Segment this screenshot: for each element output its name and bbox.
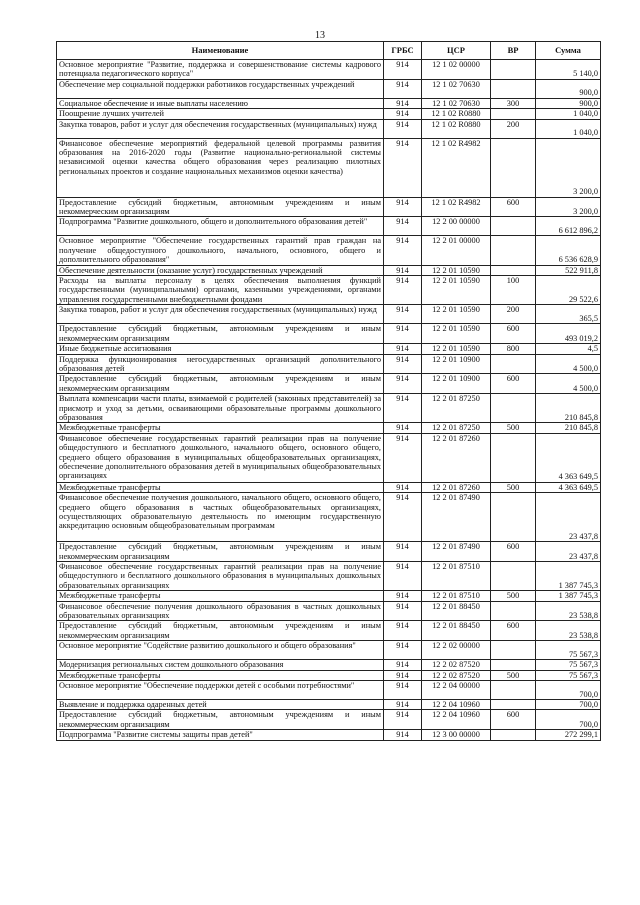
row-sum-cell: 272 299,1 <box>536 730 601 740</box>
row-vr-cell <box>491 109 536 119</box>
row-name-cell: Социальное обеспечение и иные выплаты населению <box>57 98 384 108</box>
row-grbs-cell: 914 <box>384 482 422 492</box>
row-sum-cell: 210 845,8 <box>536 394 601 423</box>
row-sum-cell: 5 140,0 <box>536 60 601 80</box>
header-sum: Сумма <box>536 42 601 60</box>
table-row <box>57 591 601 601</box>
row-csr-cell: 12 2 02 87520 <box>422 670 491 680</box>
table-row <box>57 236 601 265</box>
row-csr-cell: 12 2 01 88450 <box>422 601 491 621</box>
row-sum-cell: 700,0 <box>536 681 601 700</box>
row-csr-cell: 12 2 01 87510 <box>422 561 491 590</box>
row-vr-cell: 500 <box>491 482 536 492</box>
header-grbs: ГРБС <box>384 42 422 60</box>
row-csr-cell: 12 2 01 00000 <box>422 236 491 265</box>
row-vr-cell <box>491 394 536 423</box>
row-csr-cell: 12 2 01 10900 <box>422 354 491 374</box>
row-name-cell: Выявление и поддержка одаренных детей <box>57 700 384 710</box>
table-row <box>57 681 601 700</box>
row-csr-cell: 12 2 01 87510 <box>422 591 491 601</box>
row-grbs-cell: 914 <box>384 710 422 730</box>
row-sum-cell: 700,0 <box>536 700 601 710</box>
row-name-cell: Межбюджетные трансферты <box>57 423 384 433</box>
table-row <box>57 138 601 197</box>
row-sum-cell: 75 567,3 <box>536 641 601 660</box>
row-sum-cell: 210 845,8 <box>536 423 601 433</box>
table-row <box>57 394 601 423</box>
row-grbs-cell: 914 <box>384 730 422 740</box>
row-csr-cell: 12 2 01 87250 <box>422 394 491 423</box>
row-sum-cell: 3 200,0 <box>536 197 601 217</box>
row-name-cell: Подпрограмма "Развитие дошкольного, общего и дополнительного образования детей" <box>57 217 384 236</box>
table-row <box>57 324 601 344</box>
header-csr: ЦСР <box>422 42 491 60</box>
row-grbs-cell: 914 <box>384 621 422 641</box>
row-name-cell: Финансовое обеспечение мероприятий федеральной целевой программы развития образования на 2016-2020 годы (Развитие национально-региональной системы независимой оценки качества общего образования через реализацию пилотных региональных проектов и создание национальных механизмов оценки качества) <box>57 138 384 197</box>
table-row <box>57 670 601 680</box>
table-row <box>57 374 601 394</box>
row-grbs-cell: 914 <box>384 641 422 660</box>
row-sum-cell: 75 567,3 <box>536 670 601 680</box>
row-csr-cell: 12 2 02 87520 <box>422 660 491 670</box>
row-name-cell: Основное мероприятие "Содействие развитию дошкольного и общего образования" <box>57 641 384 660</box>
table-row <box>57 433 601 482</box>
table-row <box>57 423 601 433</box>
row-grbs-cell: 914 <box>384 681 422 700</box>
row-name-cell: Закупка товаров, работ и услуг для обеспечения государственных (муниципальных) нужд <box>57 305 384 324</box>
table-row <box>57 493 601 542</box>
table-row <box>57 197 601 217</box>
row-csr-cell: 12 1 02 70630 <box>422 98 491 108</box>
row-grbs-cell: 914 <box>384 217 422 236</box>
table-row <box>57 710 601 730</box>
row-name-cell: Финансовое обеспечение государственных гарантий реализации прав на получение общедоступного и бесплатного дошкольного, начального общего, основного общего, среднего общего образования в муниципальных общеобразовательных организациях, обеспечение дополнительного образования детей в муниципальных общеобразовательных организациях <box>57 433 384 482</box>
row-vr-cell: 200 <box>491 119 536 138</box>
row-grbs-cell: 914 <box>384 344 422 354</box>
row-csr-cell: 12 2 04 10960 <box>422 700 491 710</box>
row-sum-cell: 700,0 <box>536 710 601 730</box>
row-vr-cell <box>491 660 536 670</box>
row-csr-cell: 12 2 01 10590 <box>422 305 491 324</box>
row-vr-cell: 500 <box>491 591 536 601</box>
row-sum-cell: 23 437,8 <box>536 493 601 542</box>
row-name-cell: Межбюджетные трансферты <box>57 482 384 492</box>
row-vr-cell <box>491 265 536 275</box>
row-name-cell: Основное мероприятие "Обеспечение государственных гарантий прав граждан на получение общедоступного дошкольного, начального, основного, общего и дополнительного образования" <box>57 236 384 265</box>
row-vr-cell <box>491 354 536 374</box>
row-grbs-cell: 914 <box>384 98 422 108</box>
row-sum-cell: 29 522,6 <box>536 276 601 305</box>
row-csr-cell: 12 2 01 87260 <box>422 433 491 482</box>
row-vr-cell: 500 <box>491 423 536 433</box>
table-row <box>57 542 601 562</box>
row-name-cell: Предоставление субсидий бюджетным, автономным учреждениям и иным некоммерческим организациям <box>57 197 384 217</box>
row-grbs-cell: 914 <box>384 60 422 80</box>
row-sum-cell: 6 536 628,9 <box>536 236 601 265</box>
row-vr-cell <box>491 79 536 98</box>
table-row <box>57 561 601 590</box>
row-grbs-cell: 914 <box>384 354 422 374</box>
row-name-cell: Финансовое обеспечение получения дошкольного образования в частных дошкольных образовательных организациях <box>57 601 384 621</box>
table-row <box>57 621 601 641</box>
row-vr-cell <box>491 601 536 621</box>
row-sum-cell: 23 437,8 <box>536 542 601 562</box>
row-grbs-cell: 914 <box>384 374 422 394</box>
row-vr-cell <box>491 433 536 482</box>
row-grbs-cell: 914 <box>384 591 422 601</box>
row-name-cell: Расходы на выплаты персоналу в целях обеспечения выполнения функций государственными (муниципальными) органами, казенными учреждениями, органами управления государственными внебюджетными фондами <box>57 276 384 305</box>
row-sum-cell: 522 911,8 <box>536 265 601 275</box>
table-header-row <box>57 42 601 60</box>
row-sum-cell: 3 200,0 <box>536 138 601 197</box>
row-name-cell: Обеспечение деятельности (оказание услуг) государственных учреждений <box>57 265 384 275</box>
row-csr-cell: 12 1 02 R4982 <box>422 138 491 197</box>
table-row <box>57 601 601 621</box>
budget-table <box>56 41 601 741</box>
table-row <box>57 119 601 138</box>
page-number: 13 <box>315 30 325 41</box>
row-name-cell: Межбюджетные трансферты <box>57 670 384 680</box>
row-vr-cell: 200 <box>491 305 536 324</box>
row-csr-cell: 12 2 01 87260 <box>422 482 491 492</box>
table-row <box>57 354 601 374</box>
row-vr-cell <box>491 236 536 265</box>
table-row <box>57 265 601 275</box>
row-grbs-cell: 914 <box>384 542 422 562</box>
row-name-cell: Предоставление субсидий бюджетным, автономным учреждениям и иным некоммерческим организациям <box>57 324 384 344</box>
row-vr-cell: 600 <box>491 710 536 730</box>
row-vr-cell: 600 <box>491 197 536 217</box>
table-row <box>57 109 601 119</box>
row-sum-cell: 23 538,8 <box>536 621 601 641</box>
row-grbs-cell: 914 <box>384 305 422 324</box>
row-sum-cell: 1 387 745,3 <box>536 561 601 590</box>
row-name-cell: Предоставление субсидий бюджетным, автономным учреждениям и иным некоммерческим организациям <box>57 621 384 641</box>
row-vr-cell <box>491 730 536 740</box>
table-row <box>57 660 601 670</box>
row-vr-cell: 600 <box>491 324 536 344</box>
row-csr-cell: 12 2 01 87250 <box>422 423 491 433</box>
row-name-cell: Межбюджетные трансферты <box>57 591 384 601</box>
row-vr-cell <box>491 641 536 660</box>
row-csr-cell: 12 1 02 00000 <box>422 60 491 80</box>
row-grbs-cell: 914 <box>384 79 422 98</box>
row-csr-cell: 12 2 01 87490 <box>422 493 491 542</box>
row-sum-cell: 365,5 <box>536 305 601 324</box>
header-name: Наименование <box>57 42 384 60</box>
row-sum-cell: 4,5 <box>536 344 601 354</box>
table-row <box>57 79 601 98</box>
table-row <box>57 730 601 740</box>
row-name-cell: Поддержка функционирования негосударственных организаций дополнительного образования детей <box>57 354 384 374</box>
row-grbs-cell: 914 <box>384 197 422 217</box>
row-grbs-cell: 914 <box>384 276 422 305</box>
row-name-cell: Обеспечение мер социальной поддержки работников государственных учреждений <box>57 79 384 98</box>
row-vr-cell: 300 <box>491 98 536 108</box>
row-sum-cell: 4 363 649,5 <box>536 482 601 492</box>
row-name-cell: Предоставление субсидий бюджетным, автономным учреждениям и иным некоммерческим организациям <box>57 542 384 562</box>
row-csr-cell: 12 3 00 00000 <box>422 730 491 740</box>
row-grbs-cell: 914 <box>384 561 422 590</box>
row-name-cell: Закупка товаров, работ и услуг для обеспечения государственных (муниципальных) нужд <box>57 119 384 138</box>
row-vr-cell: 500 <box>491 670 536 680</box>
row-grbs-cell: 914 <box>384 670 422 680</box>
row-vr-cell: 600 <box>491 374 536 394</box>
row-grbs-cell: 914 <box>384 109 422 119</box>
row-sum-cell: 1 040,0 <box>536 109 601 119</box>
row-grbs-cell: 914 <box>384 423 422 433</box>
table-row <box>57 276 601 305</box>
row-vr-cell <box>491 700 536 710</box>
row-csr-cell: 12 2 01 87490 <box>422 542 491 562</box>
row-csr-cell: 12 1 02 70630 <box>422 79 491 98</box>
row-csr-cell: 12 2 01 10900 <box>422 374 491 394</box>
row-name-cell: Основное мероприятие "Обеспечение поддержки детей с особыми потребностями" <box>57 681 384 700</box>
row-csr-cell: 12 1 02 R4982 <box>422 197 491 217</box>
row-vr-cell <box>491 561 536 590</box>
row-sum-cell: 900,0 <box>536 79 601 98</box>
row-grbs-cell: 914 <box>384 493 422 542</box>
row-vr-cell <box>491 138 536 197</box>
row-csr-cell: 12 2 01 88450 <box>422 621 491 641</box>
row-sum-cell: 493 019,2 <box>536 324 601 344</box>
row-grbs-cell: 914 <box>384 700 422 710</box>
row-vr-cell: 600 <box>491 542 536 562</box>
table-row <box>57 60 601 80</box>
row-grbs-cell: 914 <box>384 394 422 423</box>
row-grbs-cell: 914 <box>384 265 422 275</box>
row-grbs-cell: 914 <box>384 236 422 265</box>
row-name-cell: Финансовое обеспечение государственных гарантий реализации прав на получение общедоступного и бесплатного дошкольного образования в муниципальных дошкольных образовательных организациях <box>57 561 384 590</box>
row-sum-cell: 4 500,0 <box>536 374 601 394</box>
row-csr-cell: 12 2 01 10590 <box>422 276 491 305</box>
row-sum-cell: 1 387 745,3 <box>536 591 601 601</box>
table-body <box>57 60 601 741</box>
row-sum-cell: 23 538,8 <box>536 601 601 621</box>
table-row <box>57 482 601 492</box>
row-csr-cell: 12 1 02 R0880 <box>422 109 491 119</box>
row-name-cell: Подпрограмма "Развитие системы защиты прав детей" <box>57 730 384 740</box>
row-name-cell: Предоставление субсидий бюджетным, автономным учреждениям и иным некоммерческим организациям <box>57 374 384 394</box>
row-name-cell: Иные бюджетные ассигнования <box>57 344 384 354</box>
row-sum-cell: 6 612 896,2 <box>536 217 601 236</box>
row-grbs-cell: 914 <box>384 138 422 197</box>
row-csr-cell: 12 2 02 00000 <box>422 641 491 660</box>
row-name-cell: Модернизация региональных систем дошкольного образования <box>57 660 384 670</box>
row-grbs-cell: 914 <box>384 601 422 621</box>
row-name-cell: Основное мероприятие "Развитие, поддержка и совершенствование системы кадрового потенциала педагогического корпуса" <box>57 60 384 80</box>
row-sum-cell: 4 500,0 <box>536 354 601 374</box>
row-vr-cell: 100 <box>491 276 536 305</box>
row-grbs-cell: 914 <box>384 660 422 670</box>
row-grbs-cell: 914 <box>384 433 422 482</box>
row-vr-cell <box>491 681 536 700</box>
row-vr-cell <box>491 493 536 542</box>
row-csr-cell: 12 2 04 00000 <box>422 681 491 700</box>
table-row <box>57 98 601 108</box>
table-row <box>57 700 601 710</box>
row-name-cell: Финансовое обеспечение получения дошкольного, начального общего, основного общего, среднего общего образования в частных общеобразовательных организациях, осуществляющих образовательную деятельность по имеющим государственную аккредитацию основным общеобразовательным программам <box>57 493 384 542</box>
row-vr-cell: 600 <box>491 621 536 641</box>
row-name-cell: Предоставление субсидий бюджетным, автономным учреждениям и иным некоммерческим организациям <box>57 710 384 730</box>
row-name-cell: Поощрение лучших учителей <box>57 109 384 119</box>
table-row <box>57 305 601 324</box>
row-grbs-cell: 914 <box>384 324 422 344</box>
header-vr: ВР <box>491 42 536 60</box>
row-vr-cell <box>491 60 536 80</box>
row-csr-cell: 12 2 01 10590 <box>422 265 491 275</box>
row-sum-cell: 900,0 <box>536 98 601 108</box>
row-vr-cell: 800 <box>491 344 536 354</box>
row-csr-cell: 12 2 01 10590 <box>422 344 491 354</box>
row-csr-cell: 12 2 00 00000 <box>422 217 491 236</box>
row-grbs-cell: 914 <box>384 119 422 138</box>
table-row <box>57 217 601 236</box>
row-sum-cell: 75 567,3 <box>536 660 601 670</box>
table-row <box>57 344 601 354</box>
row-csr-cell: 12 2 01 10590 <box>422 324 491 344</box>
table-row <box>57 641 601 660</box>
row-name-cell: Выплата компенсации части платы, взимаемой с родителей (законных представителей) за присмотр и уход за детьми, осваивающими образовательные программы дошкольного образования <box>57 394 384 423</box>
row-sum-cell: 1 040,0 <box>536 119 601 138</box>
row-vr-cell <box>491 217 536 236</box>
row-csr-cell: 12 1 02 R0880 <box>422 119 491 138</box>
row-csr-cell: 12 2 04 10960 <box>422 710 491 730</box>
row-sum-cell: 4 363 649,5 <box>536 433 601 482</box>
